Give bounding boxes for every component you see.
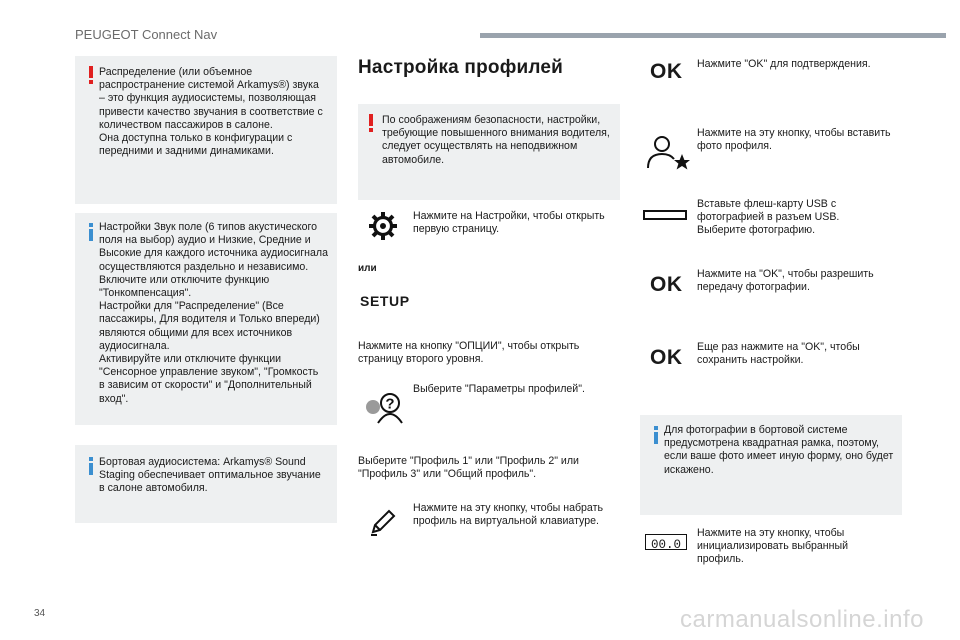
add-photo-icon[interactable] [646, 134, 690, 170]
step-reset-text: Нажмите на эту кнопку, чтобы инициализировать выбранный профиль. [697, 527, 849, 566]
info-text: Бортовая аудиосистема: Arkamys® Sound Staging обеспечивает оптимальное звучание в салоне автомобиля. [99, 456, 321, 495]
ok-button[interactable]: OK [650, 273, 683, 296]
info-box-settings [75, 213, 337, 425]
info-icon [89, 457, 93, 475]
ok-button[interactable]: OK [650, 346, 683, 369]
warning-text: Распределение (или объемное распространение системой Arkamys®) звука – это функция аудиосистемы, позволяющая привести качество звучания в соответствие с количеством пассажиров в салоне. Она доступна только в конфигурации с передними и задними динамиками. [99, 66, 323, 158]
warning-box-safety [358, 104, 620, 200]
step-ok-transfer-text: Нажмите на "OK", чтобы разрешить передачу фотографии. [697, 268, 874, 294]
step-usb-text: Вставьте флеш-карту USB с фотографией в разъем USB. Выберите фотографию. [697, 198, 840, 237]
setup-button[interactable]: SETUP [360, 293, 410, 309]
header-bar [480, 33, 946, 38]
reset-label: 00.0 [650, 538, 681, 552]
step-ok-confirm-text: Нажмите "OK" для подтверждения. [697, 58, 871, 70]
or-label: или [358, 263, 377, 274]
info-icon [654, 426, 658, 444]
warning-box-distribution [75, 56, 337, 204]
step-ok-save-text: Еще раз нажмите на "OK", чтобы сохранить настройки. [697, 341, 860, 367]
step-select-profile-text: Выберите "Профиль 1" или "Профиль 2" или "Профиль 3" или "Общий профиль". [358, 455, 579, 481]
step-options-text: Нажмите на кнопку "ОПЦИИ", чтобы открыть страницу второго уровня. [358, 340, 580, 366]
usb-slot-icon [643, 210, 687, 220]
pencil-icon[interactable] [367, 506, 399, 538]
info-box-arkamys [75, 445, 337, 523]
warning-icon [369, 114, 373, 132]
warning-text: По соображениям безопасности, настройки, требующие повышенного внимания водителя, следует осуществлять на неподвижном автомобиле. [382, 114, 610, 166]
page-header-title: PEUGEOT Connect Nav [75, 27, 218, 42]
svg-text:?: ? [385, 395, 395, 413]
step-settings-text: Нажмите на Настройки, чтобы открыть первую страницу. [413, 210, 605, 236]
step-photo-text: Нажмите на эту кнопку, чтобы вставить фото профиля. [697, 127, 891, 153]
ok-button[interactable]: OK [650, 60, 683, 83]
info-text: Для фотографии в бортовой системе предусмотрена квадратная рамка, поэтому, если ваше фото имеет иную форму, оно будет искажено. [664, 424, 894, 476]
gear-icon[interactable] [368, 211, 398, 241]
step-keyboard-text: Нажмите на эту кнопку, чтобы набрать профиль на виртуальной клавиатуре. [413, 502, 603, 528]
section-title: Настройка профилей [358, 57, 564, 78]
step-profiles-text: Выберите "Параметры профилей". [413, 383, 585, 395]
info-box-photo [640, 415, 902, 515]
info-icon [89, 223, 93, 241]
watermark: carmanualsonline.info [680, 606, 924, 633]
warning-icon [89, 66, 93, 84]
info-text: Настройки Звук поле (6 типов акустического поля на выбор) аудио и Низкие, Средние и Высокие для каждого источника аудиосигнала осуществляются раздельно и независимо. Включите или отключите функцию "Тонкомпенсация". Настройки для "Распределение" (Все пассажиры, Для водителя и Только впереди) являются общими для всех источников аудиосигнала. Активируйте или отключите функции "Сенсорное управление звуком", "Громкость в зависим от скорости" и "Дополнительный вход". [99, 221, 329, 405]
profile-settings-icon[interactable] [364, 390, 404, 424]
page-number: 34 [34, 608, 46, 619]
reset-button[interactable] [645, 534, 687, 550]
